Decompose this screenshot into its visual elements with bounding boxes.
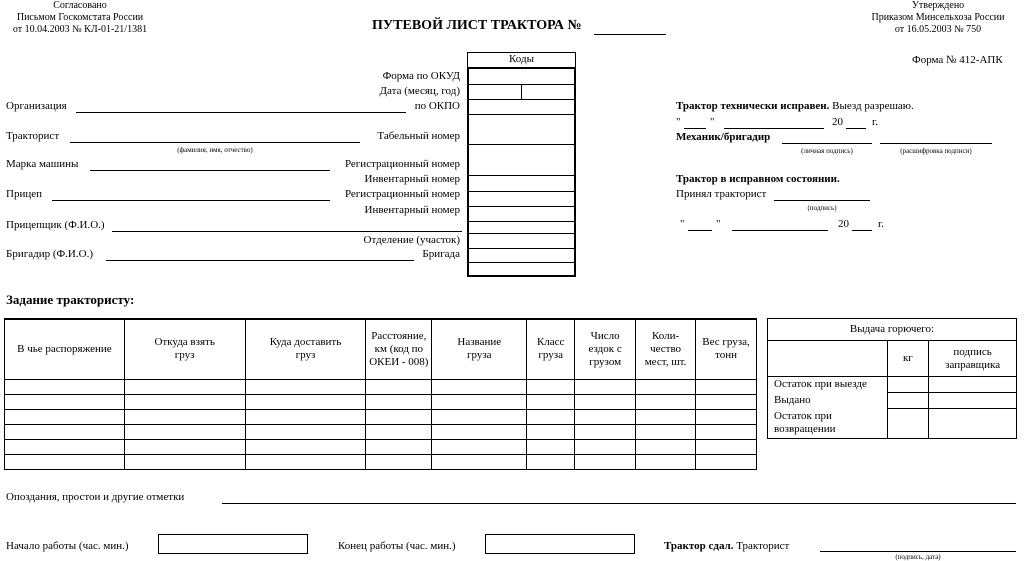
fuel-row-departure — [768, 377, 1017, 393]
work-start-label: Начало работы (час. мин.) — [6, 540, 129, 552]
label-reg-number-machine: Регистрационный номер — [344, 158, 460, 170]
table-cell[interactable] — [575, 439, 636, 454]
codes-header: Коды — [467, 52, 576, 68]
table-cell[interactable] — [124, 439, 245, 454]
table-cell[interactable] — [366, 409, 432, 424]
fuel-col-signature: подпись заправщика — [929, 341, 1017, 377]
table-cell[interactable] — [432, 439, 527, 454]
col-distance: Расстояние, км (код по ОКЕИ - 008) — [366, 319, 432, 379]
label-reg-number-trailer: Регистрационный номер — [344, 188, 460, 200]
table-row — [5, 454, 757, 469]
table-cell[interactable] — [5, 424, 125, 439]
label-okud: Форма по ОКУД — [382, 70, 460, 82]
col-from: Откуда взять груз — [124, 319, 245, 379]
agreed-letter: Письмом Госкомстата России — [16, 12, 144, 23]
table-cell[interactable] — [575, 379, 636, 394]
date-quote-open: " — [676, 116, 681, 128]
day2-field[interactable] — [688, 230, 712, 231]
label-machine-brand: Марка машины — [6, 158, 79, 170]
table-cell[interactable] — [636, 454, 696, 469]
table-row — [5, 379, 757, 394]
table-cell[interactable] — [636, 379, 696, 394]
label-date: Дата (месяц, год) — [379, 85, 460, 97]
fuel-title-row — [768, 319, 1017, 341]
fuel-title: Выдача горючего: — [768, 319, 1017, 341]
personal-signature-hint: (личная подпись) — [801, 147, 853, 155]
col-weight: Вес груза, тонн — [696, 319, 757, 379]
approved-title: Утверждено — [911, 0, 965, 11]
brigadier-field[interactable] — [106, 260, 414, 261]
codes-box — [467, 67, 576, 277]
table-cell[interactable] — [432, 409, 527, 424]
agreed-date: от 10.04.2003 № КЛ-01-21/1381 — [12, 24, 148, 35]
tractor-returned-driver: Тракторист — [736, 540, 790, 552]
col-places: Коли-чество мест, шт. — [636, 319, 696, 379]
year2-field[interactable] — [852, 230, 872, 231]
table-cell[interactable] — [124, 454, 245, 469]
fuel-row-return — [768, 409, 1017, 439]
delays-label: Опоздания, простои и другие отметки — [6, 491, 185, 503]
task-title: Задание трактористу: — [6, 292, 135, 307]
fuel-label-departure: Остаток при выезде — [768, 377, 888, 393]
label-organization: Организация — [6, 100, 67, 112]
col-cargo-name: Название груза — [432, 319, 527, 379]
signature-decode-hint: (расшифровка подписи) — [900, 147, 972, 155]
mechanic-label: Механик/бригадир — [676, 131, 771, 143]
fuel-header-row — [768, 341, 1017, 377]
month2-field[interactable] — [732, 230, 828, 231]
agreed-block — [0, 0, 160, 36]
table-cell[interactable] — [636, 394, 696, 409]
label-inv-number-trailer: Инвентарный номер — [364, 204, 460, 216]
tractor-returned-field[interactable] — [820, 551, 1016, 552]
delays-field[interactable] — [222, 503, 1016, 504]
table-cell[interactable] — [696, 409, 757, 424]
table-cell[interactable] — [366, 379, 432, 394]
task-table — [4, 318, 757, 470]
table-cell[interactable] — [527, 409, 575, 424]
col-recipient: В чье распоряжение — [5, 319, 125, 379]
label-trailer-operator: Прицепщик (Ф.И.О.) — [6, 219, 105, 231]
day-field[interactable] — [684, 128, 706, 129]
form-number-field[interactable] — [594, 34, 666, 35]
label-department: Отделение (участок) — [363, 234, 460, 246]
fuel-sign-departure[interactable] — [929, 377, 1017, 393]
tractor-returned-text: Трактор сдал. — [664, 540, 734, 552]
table-cell[interactable] — [636, 409, 696, 424]
label-okpo: по ОКПО — [414, 100, 460, 112]
departure-allowed-text: Выезд разрешаю. — [832, 100, 914, 112]
table-cell[interactable] — [696, 439, 757, 454]
work-end-field[interactable] — [485, 534, 635, 554]
mechanic-signature-field[interactable] — [782, 143, 872, 144]
table-cell[interactable] — [245, 394, 366, 409]
signature-hint: (подпись) — [807, 204, 837, 212]
table-cell[interactable] — [366, 454, 432, 469]
table-cell[interactable] — [245, 424, 366, 439]
table-cell[interactable] — [575, 454, 636, 469]
trailer-operator-field[interactable] — [112, 231, 462, 232]
month-field[interactable] — [724, 128, 824, 129]
driver-hint: (фамилия, имя, отчество) — [177, 146, 253, 154]
table-cell[interactable] — [432, 379, 527, 394]
approved-block — [852, 0, 1024, 36]
table-cell[interactable] — [5, 409, 125, 424]
table-cell[interactable] — [124, 394, 245, 409]
table-row — [5, 439, 757, 454]
accepted-driver-label: Принял тракторист — [676, 188, 767, 200]
table-cell[interactable] — [636, 424, 696, 439]
table-cell[interactable] — [575, 394, 636, 409]
table-cell[interactable] — [366, 424, 432, 439]
fuel-label-issued: Выдано — [768, 393, 888, 409]
table-cell[interactable] — [527, 424, 575, 439]
year2-prefix: 20 — [838, 218, 849, 230]
form-number: Форма № 412-АПК — [912, 54, 1003, 66]
date2-quote-open: " — [680, 218, 685, 230]
organization-field[interactable] — [76, 112, 406, 113]
table-cell[interactable] — [696, 454, 757, 469]
year-suffix: г. — [872, 116, 879, 128]
year-field[interactable] — [846, 128, 866, 129]
table-cell[interactable] — [245, 379, 366, 394]
table-cell[interactable] — [527, 454, 575, 469]
table-cell[interactable] — [432, 394, 527, 409]
trailer-field[interactable] — [52, 200, 330, 201]
mechanic-name-field[interactable] — [880, 143, 992, 144]
table-cell[interactable] — [636, 439, 696, 454]
table-cell[interactable] — [124, 379, 245, 394]
work-start-field[interactable] — [158, 534, 308, 554]
accepted-driver-field[interactable] — [774, 200, 870, 201]
agreed-title: Согласовано — [53, 0, 107, 11]
date2-quote-close: " — [716, 218, 721, 230]
table-row — [5, 409, 757, 424]
label-trailer: Прицеп — [6, 188, 42, 200]
table-cell[interactable] — [245, 439, 366, 454]
tractor-returned-line — [664, 540, 789, 553]
tractor-driver-field[interactable] — [70, 142, 360, 143]
task-header-row — [5, 319, 757, 379]
col-trips: Число ездок с грузом — [575, 319, 636, 379]
label-brigade: Бригада — [422, 248, 460, 260]
fuel-header-empty — [768, 341, 888, 377]
table-cell[interactable] — [5, 394, 125, 409]
fuel-table — [767, 318, 1017, 439]
fuel-kg-departure[interactable] — [887, 377, 929, 393]
table-cell[interactable] — [366, 439, 432, 454]
fuel-kg-return[interactable] — [887, 409, 929, 439]
page-title: ПУТЕВОЙ ЛИСТ ТРАКТОРА № — [372, 18, 582, 33]
year-prefix: 20 — [832, 116, 843, 128]
table-cell[interactable] — [575, 409, 636, 424]
table-row — [5, 424, 757, 439]
col-to: Куда доставить груз — [245, 319, 366, 379]
table-cell[interactable] — [696, 379, 757, 394]
fuel-sign-return[interactable] — [929, 409, 1017, 439]
table-cell[interactable] — [527, 379, 575, 394]
table-cell[interactable] — [124, 424, 245, 439]
label-inv-number-machine: Инвентарный номер — [364, 173, 460, 185]
fuel-kg-issued[interactable] — [887, 393, 929, 409]
table-cell[interactable] — [696, 394, 757, 409]
fuel-row-issued — [768, 393, 1017, 409]
tractor-ok-line — [676, 100, 914, 113]
approved-order: Приказом Минсельхоза России — [871, 12, 1005, 23]
approved-date: от 16.05.2003 № 750 — [894, 24, 982, 35]
table-cell[interactable] — [5, 454, 125, 469]
table-cell[interactable] — [124, 409, 245, 424]
col-cargo-class: Класс груза — [527, 319, 575, 379]
machine-brand-field[interactable] — [90, 170, 330, 171]
date-quote-close: " — [710, 116, 715, 128]
table-cell[interactable] — [527, 439, 575, 454]
table-row — [5, 394, 757, 409]
table-cell[interactable] — [575, 424, 636, 439]
table-cell[interactable] — [245, 454, 366, 469]
label-brigadier: Бригадир (Ф.И.О.) — [6, 248, 93, 260]
table-cell[interactable] — [432, 424, 527, 439]
table-cell[interactable] — [696, 424, 757, 439]
work-end-label: Конец работы (час. мин.) — [338, 540, 456, 552]
table-cell[interactable] — [245, 409, 366, 424]
label-tab-number: Табельный номер — [377, 130, 460, 142]
label-tractor-driver: Тракторист — [6, 130, 60, 142]
signature-date-hint: (подпись, дата) — [895, 553, 941, 561]
table-cell[interactable] — [527, 394, 575, 409]
table-cell[interactable] — [5, 379, 125, 394]
tractor-good-condition: Трактор в исправном состоянии. — [676, 173, 840, 185]
table-cell[interactable] — [432, 454, 527, 469]
table-cell[interactable] — [5, 439, 125, 454]
fuel-sign-issued[interactable] — [929, 393, 1017, 409]
fuel-label-return: Остаток при возвращении — [768, 409, 888, 439]
table-cell[interactable] — [366, 394, 432, 409]
fuel-col-kg: кг — [887, 341, 929, 377]
year2-suffix: г. — [878, 218, 885, 230]
tractor-ok-text: Трактор технически исправен. — [676, 100, 830, 112]
